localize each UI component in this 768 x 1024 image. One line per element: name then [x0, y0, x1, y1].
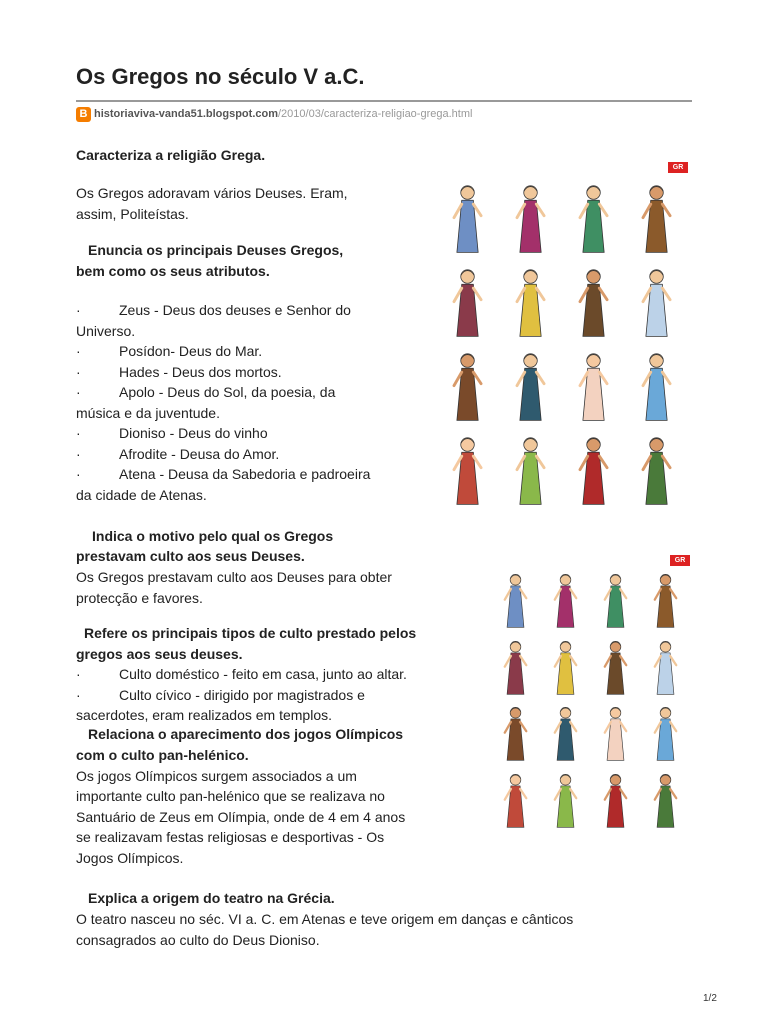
- section-heading: Enuncia os principais Deuses Gregos,: [88, 242, 344, 258]
- section-heading: Caracteriza a religião Grega.: [76, 147, 266, 163]
- god-figure: [550, 569, 581, 630]
- bullet-glyph: ·: [76, 384, 81, 400]
- blogger-icon: B: [76, 107, 91, 122]
- figure-head: [660, 574, 671, 585]
- title-divider: [76, 100, 692, 102]
- list-item-text: Atena - Deusa da Sabedoria e padroeira: [119, 466, 371, 482]
- god-figure: [600, 702, 631, 763]
- figure-head: [510, 574, 521, 585]
- list-item-text: Afrodite - Deusa do Amor.: [119, 445, 280, 462]
- source-link[interactable]: [76, 107, 472, 122]
- paragraph-line: assim, Politeístas.: [76, 206, 189, 222]
- greek-gods-illustration: [436, 162, 688, 512]
- god-figure: [448, 347, 487, 424]
- section-heading: gregos aos seus deuses.: [76, 646, 243, 662]
- figure-head: [524, 270, 538, 284]
- god-figure: [448, 179, 487, 256]
- greek-gods-illustration: [490, 555, 690, 833]
- god-figure: [511, 263, 550, 340]
- source-domain[interactable]: historiaviva-vanda51.blogspot.com: [94, 108, 278, 121]
- figure-head: [610, 641, 621, 652]
- figure-head: [461, 186, 475, 200]
- god-figure: [637, 263, 676, 340]
- bullet-glyph: ·: [76, 666, 81, 682]
- figure-head: [461, 354, 475, 368]
- god-figure: [550, 769, 581, 830]
- god-figure: [650, 769, 681, 830]
- list-item: [76, 341, 416, 362]
- figure-head: [510, 774, 521, 785]
- list-item-text: Culto doméstico - feito em casa, junto ao altar.: [119, 666, 407, 682]
- god-figure: [637, 179, 676, 256]
- god-figure: [650, 636, 681, 697]
- figure-head: [610, 574, 621, 585]
- paragraph-line: Jogos Olímpicos.: [76, 850, 184, 866]
- list-item-text: Dioniso - Deus do vinho: [119, 425, 268, 441]
- figure-head: [587, 354, 601, 368]
- god-figure: [637, 431, 676, 508]
- bullet-glyph: ·: [76, 466, 81, 482]
- god-figure: [500, 569, 531, 630]
- list-item: [76, 444, 416, 465]
- list-item-text: Posídon- Deus do Mar.: [119, 343, 263, 359]
- god-figure: [511, 347, 550, 424]
- figure-head: [560, 641, 571, 652]
- list-item-text: da cidade de Atenas.: [76, 486, 207, 503]
- logo-badge: GR: [670, 555, 690, 566]
- list-item-text: Apolo - Deus do Sol, da poesia, da: [119, 384, 336, 400]
- figure-head: [650, 186, 664, 200]
- god-figure: [600, 636, 631, 697]
- figure-head: [650, 354, 664, 368]
- bullet-glyph: ·: [76, 425, 81, 441]
- figure-head: [524, 354, 538, 368]
- section-heading: Refere os principais tipos de culto prestado pelos: [84, 625, 417, 641]
- page-number: 1/2: [703, 993, 717, 1004]
- figure-head: [461, 438, 475, 452]
- god-figure: [550, 702, 581, 763]
- god-figure: [574, 263, 613, 340]
- bullet-glyph: ·: [76, 302, 81, 318]
- list-item: [76, 300, 416, 341]
- section-heading: Relaciona o aparecimento dos jogos Olímpicos: [88, 726, 404, 742]
- list-item-text: Universo.: [76, 322, 136, 339]
- god-figure: [600, 769, 631, 830]
- figure-head: [524, 186, 538, 200]
- paragraph-line: Os Gregos prestavam culto aos Deuses para obter: [76, 569, 392, 585]
- section-heading: prestavam culto aos seus Deuses.: [76, 548, 305, 564]
- god-figure: [500, 702, 531, 763]
- figure-head: [524, 438, 538, 452]
- bullet-glyph: ·: [76, 686, 81, 703]
- list-item: [76, 464, 416, 505]
- figure-head: [660, 708, 671, 719]
- figure-head: [461, 270, 475, 284]
- god-figure: [448, 263, 487, 340]
- god-figure: [550, 636, 581, 697]
- figure-head: [587, 438, 601, 452]
- figure-head: [560, 708, 571, 719]
- paragraph-line: Os Gregos adoravam vários Deuses. Eram,: [76, 185, 348, 201]
- figure-head: [650, 438, 664, 452]
- god-figure: [574, 431, 613, 508]
- figure-head: [610, 708, 621, 719]
- paragraph-line: consagrados ao culto do Deus Dioniso.: [76, 932, 320, 948]
- list-item-text: sacerdotes, eram realizados em templos.: [76, 707, 332, 723]
- figure-head: [587, 270, 601, 284]
- list-item-text: música e da juventude.: [76, 404, 220, 421]
- list-item-text: Zeus - Deus dos deuses e Senhor do: [119, 302, 351, 318]
- list-item-text: Hades - Deus dos mortos.: [119, 363, 282, 380]
- figure-head: [510, 708, 521, 719]
- list-item: [76, 664, 416, 685]
- god-figure: [511, 179, 550, 256]
- figure-head: [587, 186, 601, 200]
- god-figure: [574, 347, 613, 424]
- figure-head: [510, 641, 521, 652]
- logo-badge: GR: [668, 162, 688, 173]
- paragraph-line: se realizavam festas religiosas e desportivas - Os: [76, 829, 385, 845]
- god-figure: [500, 636, 531, 697]
- source-path[interactable]: /2010/03/caracteriza-religiao-grega.html: [278, 108, 473, 121]
- god-figure: [574, 179, 613, 256]
- section-heading: bem como os seus atributos.: [76, 263, 270, 279]
- list-item: [76, 382, 416, 423]
- section-heading: com o culto pan-helénico.: [76, 747, 249, 763]
- section-heading: Indica o motivo pelo qual os Gregos: [92, 528, 334, 544]
- bullet-glyph: ·: [76, 363, 81, 380]
- paragraph-line: O teatro nasceu no séc. VI a. C. em Atenas e teve origem em danças e cânticos: [76, 911, 574, 927]
- figure-head: [560, 574, 571, 585]
- page-title: Os Gregos no século V a.C.: [76, 64, 365, 89]
- paragraph-line: Santuário de Zeus em Olímpia, onde de 4 em 4 anos: [76, 809, 406, 825]
- bullet-glyph: ·: [76, 445, 81, 462]
- list-item: [76, 423, 416, 444]
- god-figure: [650, 569, 681, 630]
- figure-head: [660, 641, 671, 652]
- paragraph-line: protecção e favores.: [76, 590, 203, 606]
- figure-head: [650, 270, 664, 284]
- god-figure: [500, 769, 531, 830]
- list-item: [76, 362, 416, 383]
- god-figure: [637, 347, 676, 424]
- god-figure: [448, 431, 487, 508]
- god-figure: [511, 431, 550, 508]
- figure-head: [660, 774, 671, 785]
- figure-head: [610, 774, 621, 785]
- god-figure: [600, 569, 631, 630]
- figure-head: [560, 774, 571, 785]
- section-heading: Explica a origem do teatro na Grécia.: [88, 890, 335, 906]
- list-item: [76, 685, 416, 726]
- bullet-glyph: ·: [76, 343, 81, 359]
- god-figure: [650, 702, 681, 763]
- paragraph-line: importante culto pan-helénico que se realizava no: [76, 788, 385, 804]
- paragraph-line: Os jogos Olímpicos surgem associados a um: [76, 768, 357, 784]
- list-item-text: Culto cívico - dirigido por magistrados e: [119, 686, 365, 703]
